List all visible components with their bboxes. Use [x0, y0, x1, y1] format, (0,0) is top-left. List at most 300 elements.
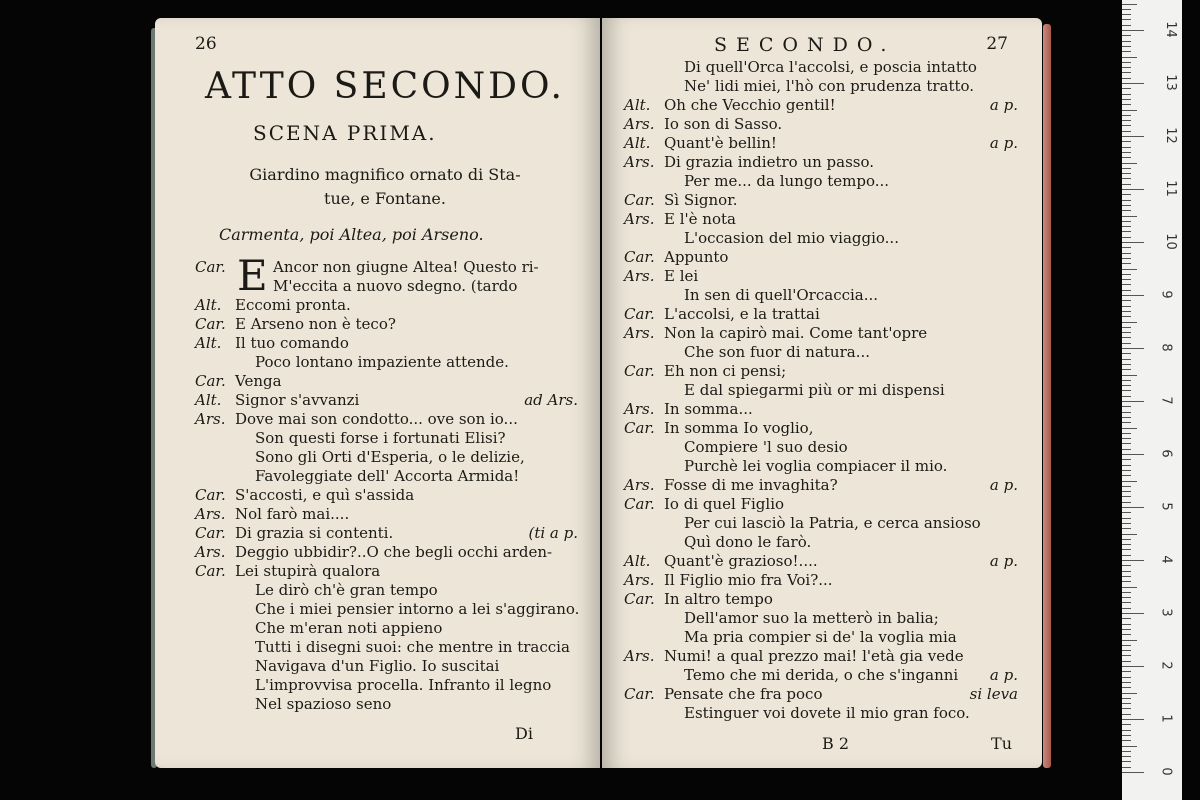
dialogue-line	[195, 410, 578, 429]
ruler-tick	[1122, 682, 1131, 683]
dialogue-line	[624, 191, 1018, 210]
line-text: Ma pria compier si de' la voglia mia	[684, 628, 957, 646]
ruler-tick	[1122, 454, 1144, 455]
dialogue-line	[195, 562, 578, 581]
ruler-number: 5	[1158, 502, 1174, 511]
ruler-tick	[1122, 703, 1131, 704]
ruler-tick	[1122, 406, 1131, 407]
ruler-number: 2	[1158, 661, 1174, 670]
ruler-tick	[1122, 422, 1131, 423]
ruler-number: 3	[1158, 608, 1174, 617]
ruler-tick	[1122, 496, 1131, 497]
line-text: E lei	[664, 267, 699, 285]
line-text: Quant'è bellin!	[664, 134, 777, 152]
drop-cap: E	[237, 251, 268, 300]
speaker-label: Car.	[195, 258, 226, 276]
ruler-tick	[1122, 253, 1131, 254]
dialogue-line	[624, 666, 1018, 685]
ruler-tick	[1122, 459, 1131, 460]
line-text: Il Figlio mio fra Voi?...	[664, 571, 833, 589]
ruler-tick	[1122, 671, 1131, 672]
dialogue-line	[624, 229, 1018, 248]
line-text: Per me... da lungo tempo...	[684, 172, 890, 190]
dialogue-line	[195, 524, 578, 543]
ruler-tick	[1122, 125, 1131, 126]
speaker-label: Ars.	[624, 324, 655, 342]
left-catchword: Di	[515, 724, 533, 743]
ruler-tick	[1122, 401, 1144, 402]
ruler-tick	[1122, 46, 1131, 47]
line-text: Che son fuor di natura...	[684, 343, 870, 361]
dialogue-line	[624, 438, 1018, 457]
line-text: Le dirò ch'è gran tempo	[255, 581, 438, 599]
line-text: Nol farò mai....	[235, 505, 350, 523]
dialogue-line	[624, 400, 1018, 419]
speaker-label: Car.	[195, 315, 226, 333]
speaker-label: Ars.	[195, 543, 226, 561]
speaker-label: Ars.	[624, 571, 655, 589]
stage-direction: a p.	[989, 96, 1018, 114]
ruler-tick	[1122, 608, 1131, 609]
dialogue-line	[624, 77, 1018, 96]
dialogue-line	[624, 134, 1018, 153]
ruler-number: 4	[1158, 555, 1174, 564]
speaker-label: Ars.	[624, 153, 655, 171]
speaker-label: Ars.	[624, 647, 655, 665]
setting-line: tue, e Fontane.	[324, 189, 446, 208]
dialogue-line	[195, 334, 578, 353]
dialogue-line	[624, 305, 1018, 324]
ruler-number: 11	[1162, 180, 1178, 197]
speaker-label: Car.	[624, 590, 655, 608]
ruler-tick	[1122, 761, 1131, 762]
ruler-tick	[1122, 565, 1131, 566]
speaker-label: Ars.	[195, 505, 226, 523]
ruler-tick	[1122, 216, 1137, 217]
line-text: Appunto	[664, 248, 729, 266]
dialogue-line	[624, 609, 1018, 628]
dialogue-line	[624, 704, 1018, 723]
line-text: E dal spiegarmi più or mi dispensi	[684, 381, 945, 399]
ruler-tick	[1122, 147, 1131, 148]
line-text: Per cui lasciò la Patria, e cerca ansioso	[684, 514, 981, 532]
stage-direction: ad Ars.	[524, 391, 578, 409]
line-text: Dove mai son condotto... ove son io...	[235, 410, 518, 428]
ruler-tick	[1122, 136, 1144, 137]
ruler-tick	[1122, 534, 1137, 535]
right-page	[602, 18, 1042, 768]
ruler-tick	[1122, 602, 1131, 603]
line-text: Lei stupirà qualora	[235, 562, 381, 580]
ruler-tick	[1122, 555, 1131, 556]
speaker-label: Car.	[195, 524, 226, 542]
line-text: Sì Signor.	[664, 191, 738, 209]
ruler-number: 10	[1162, 233, 1178, 250]
ruler-tick	[1122, 390, 1131, 391]
speaker-label: Car.	[195, 562, 226, 580]
dialogue-line	[195, 429, 578, 448]
ruler-tick	[1122, 380, 1131, 381]
dialogue-line	[624, 533, 1018, 552]
line-text: Pensate che fra poco	[664, 685, 823, 703]
ruler-tick	[1122, 512, 1131, 513]
ruler-tick	[1122, 576, 1131, 577]
dialogue-line	[195, 372, 578, 391]
ruler-tick	[1122, 279, 1131, 280]
ruler-tick	[1122, 502, 1131, 503]
ruler-tick	[1122, 364, 1131, 365]
ruler-tick	[1122, 465, 1131, 466]
dialogue-line	[624, 419, 1018, 438]
ruler-tick	[1122, 306, 1131, 307]
line-text: Che i miei pensier intorno a lei s'aggirano.	[255, 600, 580, 618]
speaker-label: Alt.	[624, 134, 651, 152]
dialogue-line	[624, 153, 1018, 172]
ruler-tick	[1122, 72, 1131, 73]
ruler-tick	[1122, 9, 1131, 10]
ruler-tick	[1122, 587, 1137, 588]
ruler-number: 1	[1158, 714, 1174, 723]
line-text: Venga	[235, 372, 282, 390]
dialogue-line	[624, 343, 1018, 362]
ruler-tick	[1122, 300, 1131, 301]
ruler-tick	[1122, 104, 1131, 105]
line-text: E l'è nota	[664, 210, 736, 228]
dialogue-line	[195, 581, 578, 600]
ruler-tick	[1122, 714, 1131, 715]
signature-mark: B 2	[822, 734, 850, 753]
dialogue-line	[624, 381, 1018, 400]
line-text: E Arseno non è teco?	[235, 315, 396, 333]
dialogue-line	[624, 210, 1018, 229]
ruler-tick	[1122, 94, 1131, 95]
ruler-tick	[1122, 258, 1131, 259]
ruler-tick	[1122, 115, 1131, 116]
ruler-tick	[1122, 433, 1131, 434]
ruler-tick	[1122, 475, 1131, 476]
ruler-tick	[1122, 25, 1131, 26]
line-text: Temo che mi derida, o che s'inganni	[684, 666, 959, 684]
line-text: Io son di Sasso.	[664, 115, 783, 133]
line-text: Dell'amor suo la metterò in balia;	[684, 609, 939, 627]
ruler-tick	[1122, 237, 1131, 238]
ruler-number: 7	[1158, 396, 1174, 405]
ruler-tick	[1122, 539, 1131, 540]
ruler-tick	[1122, 274, 1131, 275]
dialogue-line	[624, 571, 1018, 590]
ruler-tick	[1122, 369, 1131, 370]
line-text: Compiere 'l suo desio	[684, 438, 848, 456]
ruler-tick	[1122, 756, 1131, 757]
line-text: In sen di quell'Orcaccia...	[684, 286, 879, 304]
ruler-tick	[1122, 592, 1131, 593]
running-head-title: SECONDO.	[714, 34, 896, 56]
ruler-tick	[1122, 693, 1137, 694]
ruler-tick	[1122, 290, 1131, 291]
ruler-tick	[1122, 491, 1131, 492]
ruler-tick	[1122, 295, 1144, 296]
ruler-number: 14	[1162, 21, 1178, 38]
line-text: In somma...	[664, 400, 753, 418]
line-text: Favoleggiate dell' Accorta Armida!	[255, 467, 520, 485]
ruler-tick	[1122, 247, 1131, 248]
speaker-label: Car.	[624, 362, 655, 380]
speaker-label: Car.	[195, 372, 226, 390]
dialogue-line	[195, 695, 578, 714]
ruler-number: 6	[1158, 449, 1174, 458]
line-text: Non la capirò mai. Come tant'opre	[664, 324, 928, 342]
ruler-tick	[1122, 269, 1137, 270]
ruler-tick	[1122, 141, 1131, 142]
line-text: Io di quel Figlio	[664, 495, 785, 513]
speaker-label: Alt.	[195, 391, 222, 409]
ruler-tick	[1122, 724, 1131, 725]
ruler-tick	[1122, 528, 1131, 529]
ruler-tick	[1122, 200, 1131, 201]
ruler-tick	[1122, 194, 1131, 195]
speaker-label: Ars.	[624, 210, 655, 228]
dialogue-line	[624, 324, 1018, 343]
speaker-label: Alt.	[195, 334, 222, 352]
dialogue-line	[624, 286, 1018, 305]
ruler-tick	[1122, 88, 1131, 89]
dialogue-line	[624, 476, 1018, 495]
line-text: L'improvvisa procella. Infranto il legno	[255, 676, 552, 694]
dialogue-line	[624, 115, 1018, 134]
ruler-tick	[1122, 470, 1131, 471]
right-dialogue	[624, 58, 1018, 723]
ruler-tick	[1122, 486, 1131, 487]
dialogue-line	[624, 514, 1018, 533]
line-text: Purchè lei voglia compiacer il mio.	[684, 457, 948, 475]
ruler-tick	[1122, 438, 1131, 439]
scene-title: SCENA PRIMA.	[253, 121, 437, 145]
ruler-tick	[1122, 571, 1131, 572]
speaker-label: Car.	[624, 495, 655, 513]
speaker-label: Car.	[624, 419, 655, 437]
line-text: Signor s'avvanzi	[235, 391, 360, 409]
ruler-tick	[1122, 51, 1131, 52]
ruler-tick	[1122, 242, 1144, 243]
ruler-tick	[1122, 544, 1131, 545]
left-page-number: 26	[195, 34, 217, 54]
ruler-number: 8	[1158, 343, 1174, 352]
line-text: L'accolsi, e la trattai	[664, 305, 820, 323]
line-text: M'eccita a nuovo sdegno. (tardo	[273, 277, 518, 295]
ruler-tick	[1122, 157, 1131, 158]
stage-direction: (ti a p.	[528, 524, 578, 542]
dialogue-line	[624, 552, 1018, 571]
line-text: Tutti i disegni suoi: che mentre in traccia	[255, 638, 570, 656]
line-text: Che m'eran noti appieno	[255, 619, 443, 637]
speaker-label: Car.	[624, 248, 655, 266]
line-text: Di quell'Orca l'accolsi, e poscia intatto	[684, 58, 977, 76]
ruler-tick	[1122, 645, 1131, 646]
ruler-tick	[1122, 655, 1131, 656]
setting-line: Giardino magnifico ornato di Sta-	[249, 165, 521, 184]
speaker-label: Car.	[624, 305, 655, 323]
line-text: Son questi forse i fortunati Elisi?	[255, 429, 506, 447]
ruler-tick	[1122, 549, 1131, 550]
ruler-tick	[1122, 83, 1144, 84]
dialogue-line	[195, 657, 578, 676]
line-text: Eh non ci pensi;	[664, 362, 787, 380]
stage-direction: a p.	[989, 134, 1018, 152]
speaker-label: Ars.	[195, 410, 226, 428]
ruler-tick	[1122, 178, 1131, 179]
ruler-tick	[1122, 624, 1131, 625]
ruler-tick	[1122, 746, 1137, 747]
speaker-label: Car.	[624, 685, 655, 703]
ruler-tick	[1122, 348, 1144, 349]
line-text: Eccomi pronta.	[235, 296, 351, 314]
ruler-tick	[1122, 772, 1144, 773]
ruler-tick	[1122, 613, 1144, 614]
dialogue-line	[195, 448, 578, 467]
dialogue-line	[195, 315, 578, 334]
ruler-tick	[1122, 730, 1131, 731]
dialogue-line	[624, 647, 1018, 666]
line-text: Quant'è grazioso!....	[664, 552, 818, 570]
ruler-tick	[1122, 481, 1137, 482]
line-text: Numi! a qual prezzo mai! l'età gia vede	[664, 647, 964, 665]
character-list: Carmenta, poi Altea, poi Arseno.	[219, 225, 484, 244]
ruler-tick	[1122, 221, 1131, 222]
ruler-tick	[1122, 719, 1144, 720]
ruler-tick	[1122, 629, 1131, 630]
line-text: In altro tempo	[664, 590, 773, 608]
dialogue-line	[195, 277, 578, 296]
ruler-number: 9	[1158, 290, 1174, 299]
ruler-number: 13	[1162, 74, 1178, 91]
ruler-tick	[1122, 634, 1131, 635]
right-catchword: Tu	[991, 734, 1012, 753]
ruler-tick	[1122, 35, 1131, 36]
ruler-tick	[1122, 231, 1131, 232]
ruler-tick	[1122, 62, 1131, 63]
ruler-tick	[1122, 332, 1131, 333]
ruler-tick	[1122, 417, 1131, 418]
ruler-number: 12	[1162, 127, 1178, 144]
ruler-tick	[1122, 57, 1137, 58]
ruler-tick	[1122, 412, 1131, 413]
speaker-label: Ars.	[624, 476, 655, 494]
dialogue-line	[624, 457, 1018, 476]
line-text: Sono gli Orti d'Esperia, o le delizie,	[255, 448, 525, 466]
left-page	[155, 18, 600, 768]
stage-direction: si leva	[969, 685, 1018, 703]
dialogue-line	[624, 590, 1018, 609]
ruler-tick	[1122, 168, 1131, 169]
line-text: Nel spazioso seno	[255, 695, 392, 713]
ruler-tick	[1122, 205, 1131, 206]
speaker-label: Ars.	[624, 400, 655, 418]
ruler-tick	[1122, 131, 1131, 132]
line-text: Ne' lidi miei, l'hò con prudenza tratto.	[684, 77, 975, 95]
line-text: Poco lontano impaziente attende.	[255, 353, 509, 371]
book-edge-right	[1043, 24, 1051, 768]
ruler-tick	[1122, 110, 1137, 111]
ruler-tick	[1122, 163, 1137, 164]
stage-direction: a p.	[989, 666, 1018, 684]
ruler-tick	[1122, 507, 1144, 508]
ruler-tick	[1122, 343, 1131, 344]
ruler-tick	[1122, 751, 1131, 752]
line-text: Di grazia si contenti.	[235, 524, 394, 542]
ruler-tick	[1122, 120, 1131, 121]
ruler-tick	[1122, 677, 1131, 678]
open-book	[155, 18, 1045, 778]
speaker-label: Car.	[624, 191, 655, 209]
ruler-tick	[1122, 518, 1131, 519]
ruler-tick	[1122, 666, 1144, 667]
dialogue-line	[624, 362, 1018, 381]
speaker-label: Alt.	[624, 552, 651, 570]
measuring-ruler	[1122, 0, 1182, 800]
ruler-tick	[1122, 560, 1144, 561]
ruler-tick	[1122, 767, 1131, 768]
ruler-tick	[1122, 337, 1131, 338]
ruler-tick	[1122, 618, 1131, 619]
ruler-tick	[1122, 687, 1131, 688]
line-text: In somma Io voglio,	[664, 419, 814, 437]
ruler-tick	[1122, 327, 1131, 328]
line-text: S'accosti, e quì s'assida	[235, 486, 415, 504]
ruler-tick	[1122, 385, 1131, 386]
ruler-tick	[1122, 523, 1131, 524]
dialogue-line	[195, 600, 578, 619]
speaker-label: Ars.	[624, 115, 655, 133]
ruler-tick	[1122, 443, 1131, 444]
ruler-tick	[1122, 661, 1131, 662]
ruler-tick	[1122, 698, 1131, 699]
dialogue-line	[624, 267, 1018, 286]
dialogue-line	[195, 505, 578, 524]
line-text: Il tuo comando	[235, 334, 349, 352]
dialogue-line	[195, 467, 578, 486]
line-text: Fosse di me invaghita?	[664, 476, 838, 494]
ruler-tick	[1122, 316, 1131, 317]
dialogue-line	[195, 619, 578, 638]
ruler-tick	[1122, 735, 1131, 736]
line-text: Navigava d'un Figlio. Io suscitai	[255, 657, 500, 675]
ruler-tick	[1122, 449, 1131, 450]
ruler-tick	[1122, 210, 1131, 211]
dialogue-line	[624, 172, 1018, 191]
ruler-tick	[1122, 226, 1131, 227]
dialogue-line	[624, 628, 1018, 647]
line-text: Di grazia indietro un passo.	[664, 153, 875, 171]
line-text: Ancor non giugne Altea! Questo ri-	[273, 258, 539, 276]
dialogue-line	[195, 353, 578, 372]
ruler-tick	[1122, 14, 1131, 15]
ruler-tick	[1122, 353, 1131, 354]
ruler-number: 0	[1158, 767, 1174, 776]
ruler-tick	[1122, 78, 1131, 79]
ruler-tick	[1122, 650, 1131, 651]
dialogue-line	[195, 391, 578, 410]
ruler-tick	[1122, 359, 1131, 360]
ruler-tick	[1122, 708, 1131, 709]
ruler-tick	[1122, 428, 1137, 429]
ruler-tick	[1122, 581, 1131, 582]
ruler-tick	[1122, 740, 1131, 741]
line-text: Deggio ubbidir?..O che begli occhi arden-	[235, 543, 553, 561]
speaker-label: Alt.	[624, 96, 651, 114]
ruler-tick	[1122, 30, 1144, 31]
left-dialogue	[195, 251, 580, 714]
ruler-tick	[1122, 597, 1131, 598]
